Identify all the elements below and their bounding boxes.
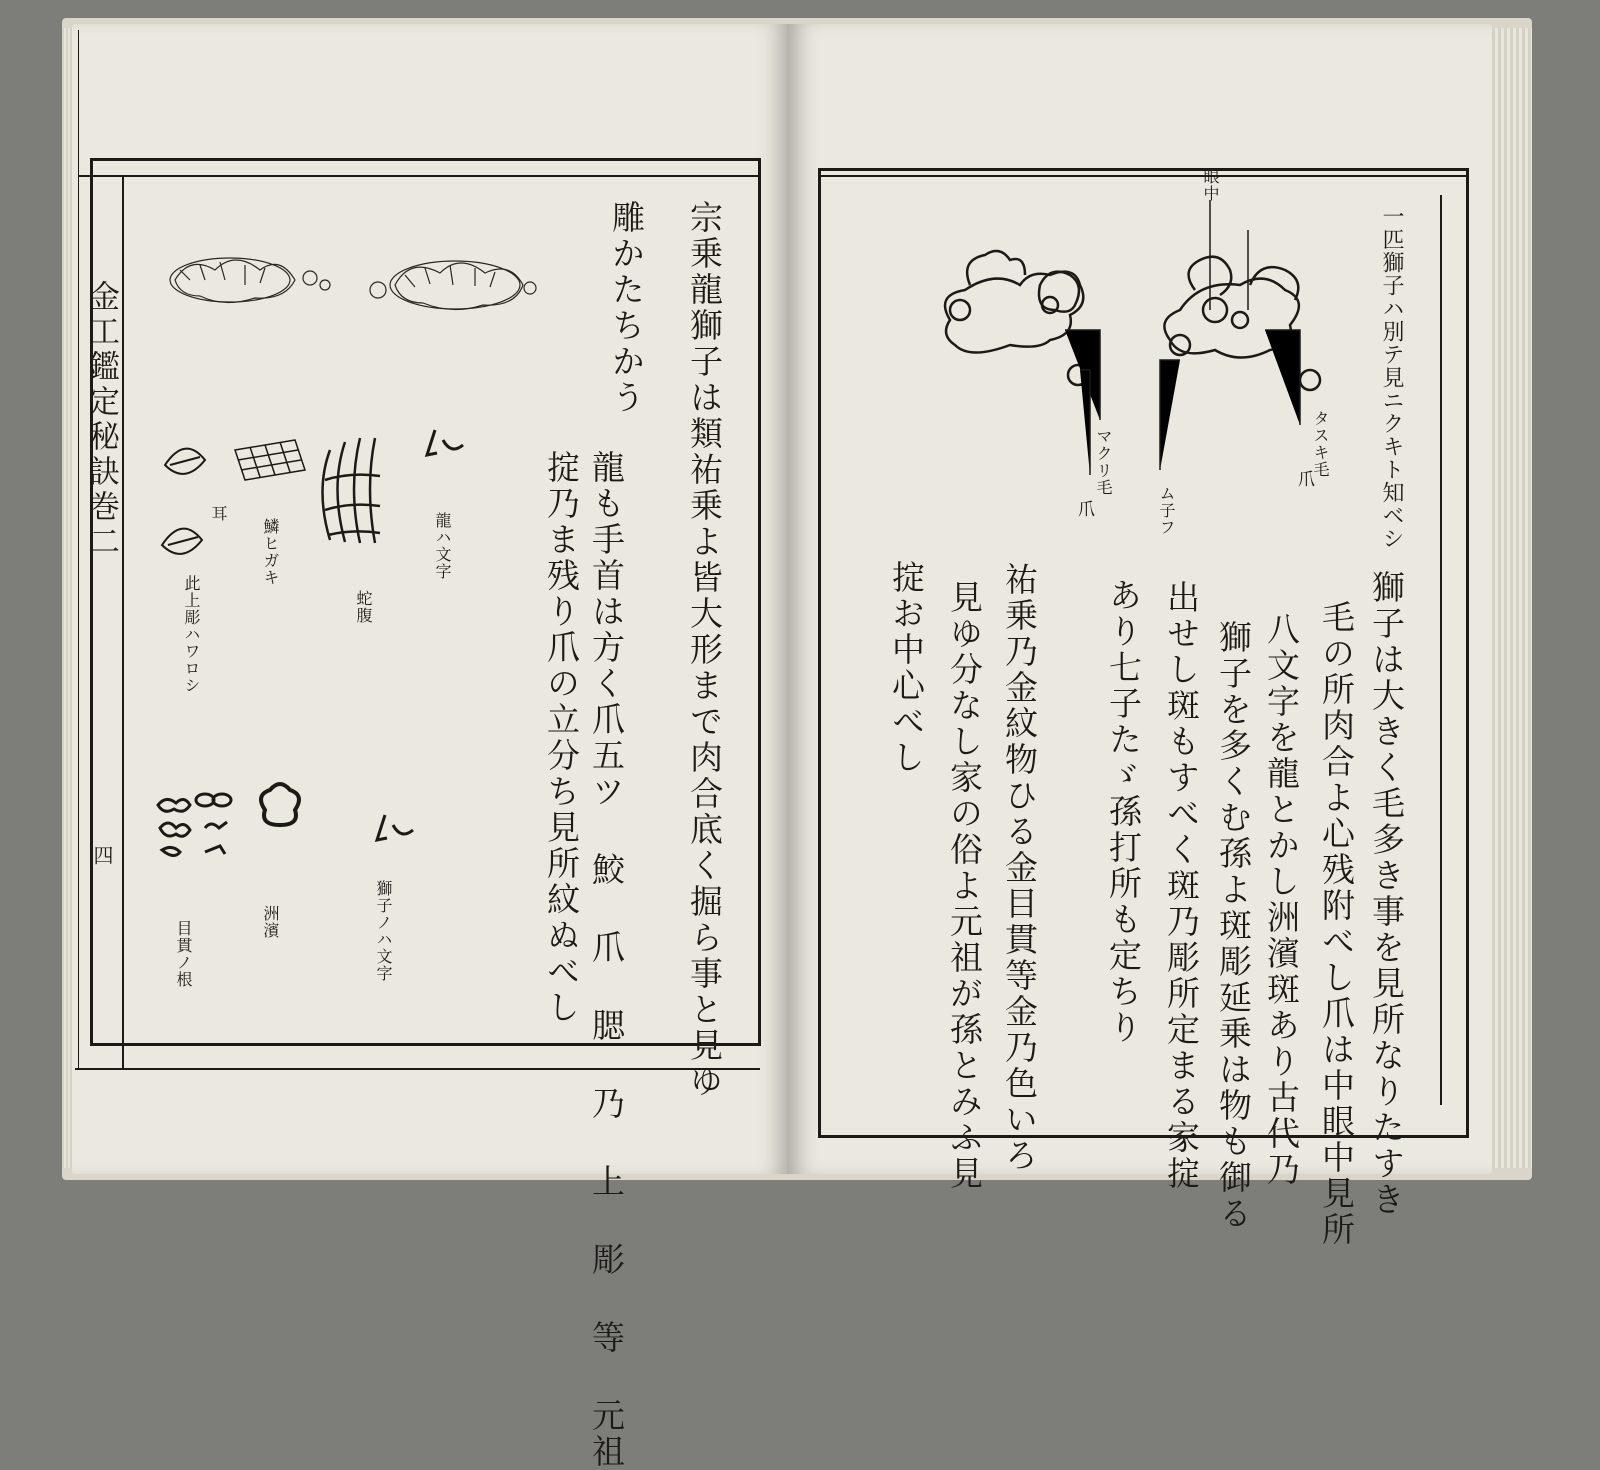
hachimonji-lower-icon [377,815,413,840]
label-jabara: 蛇腹 [354,590,373,624]
label-tsume-a: 爪 [1294,470,1314,488]
lion-left-icon [945,251,1088,385]
right-text-col-6: あり七子たゞ孫打所も定ちり [1104,578,1143,1046]
scale-grid-icon [235,440,305,480]
right-text-col-4: 獅子を多くむ孫よ斑彫延乗は物も御る [1214,620,1253,1232]
left-heading: 雕かたちかう [607,200,646,416]
label-menuki: 目貫ノ根 [174,920,193,988]
left-outer-rule [78,30,79,1070]
left-text-col-3: 掟乃ま残り爪の立分ち見所紋ぬべし [542,450,581,1026]
right-text-col-5: 出せし斑もすべく斑乃彫所定まる家掟 [1162,580,1201,1192]
suhama-icon [261,784,299,825]
hachimonji-upper-icon [427,430,463,455]
lion-illustrations [930,200,1350,500]
dragon-illustrations [150,240,550,340]
label-kono-ue: 此上彫ハワロシ [182,575,201,694]
label-tsume-b: 爪 [1074,500,1094,518]
left-margin-rule [122,175,124,1070]
label-suhama: 洲濱 [261,905,280,939]
label-mimi: 耳 [209,505,228,522]
left-text-col-2: 龍も手首は方く爪五ツ 鮫 爪 腮 乃 上 彫 等 元祖 [587,450,626,1470]
leaf-icon-upper [165,449,205,474]
right-top-rule [818,175,1469,177]
left-top-rule [78,175,758,177]
label-tasuki-ge: タスキ毛 [1311,410,1330,478]
right-text-col-1: 獅子は大きく毛多き事を見所なりたすき [1367,570,1406,1218]
label-ryu-hachimonji: 龍ハ文字 [433,512,452,580]
label-makuri-ge: マクリ毛 [1094,428,1113,496]
label-ganchu: 眼中 [1201,168,1220,202]
left-bottom-rule [75,1068,760,1070]
leaf-icon-lower [162,529,202,554]
right-margin-rule [1440,195,1442,1105]
right-text-col-3: 八文字を龍とかし洲濱斑あり古代乃 [1262,612,1301,1188]
right-text-col-7: 祐乗乃金紋物ひる金目貫等金乃色いろ [1000,562,1039,1174]
dragon-right-icon [370,261,536,310]
label-shishi-hachimonji: 獅子ノハ文字 [374,880,393,982]
right-text-col-2: 毛の所肉合よ心残附べし爪は中眼中見所 [1317,600,1356,1248]
label-mushi-fu: ム子フ [1157,485,1176,536]
page-edges-right [1492,28,1532,1168]
page-number: 四 [90,845,114,865]
right-text-col-8: 見ゆ分なし家の俗よ元祖が孫とみふ見 [945,580,984,1192]
dragon-left-icon [170,258,330,303]
side-title: 金工鑑定秘訣巻二 [83,280,119,560]
right-text-col-9: 掟お中心べし [887,560,926,776]
right-caption: 一匹獅子ハ別テ見ニクキト知ベシ [1379,205,1404,550]
jabara-icon [323,438,381,543]
label-uroko: 鱗ヒガキ [261,518,280,586]
left-text-col-1: 宗乗龍獅子は類祐乗よ皆大形まで肉合底く掘ら事と見ゆ [685,200,724,1100]
